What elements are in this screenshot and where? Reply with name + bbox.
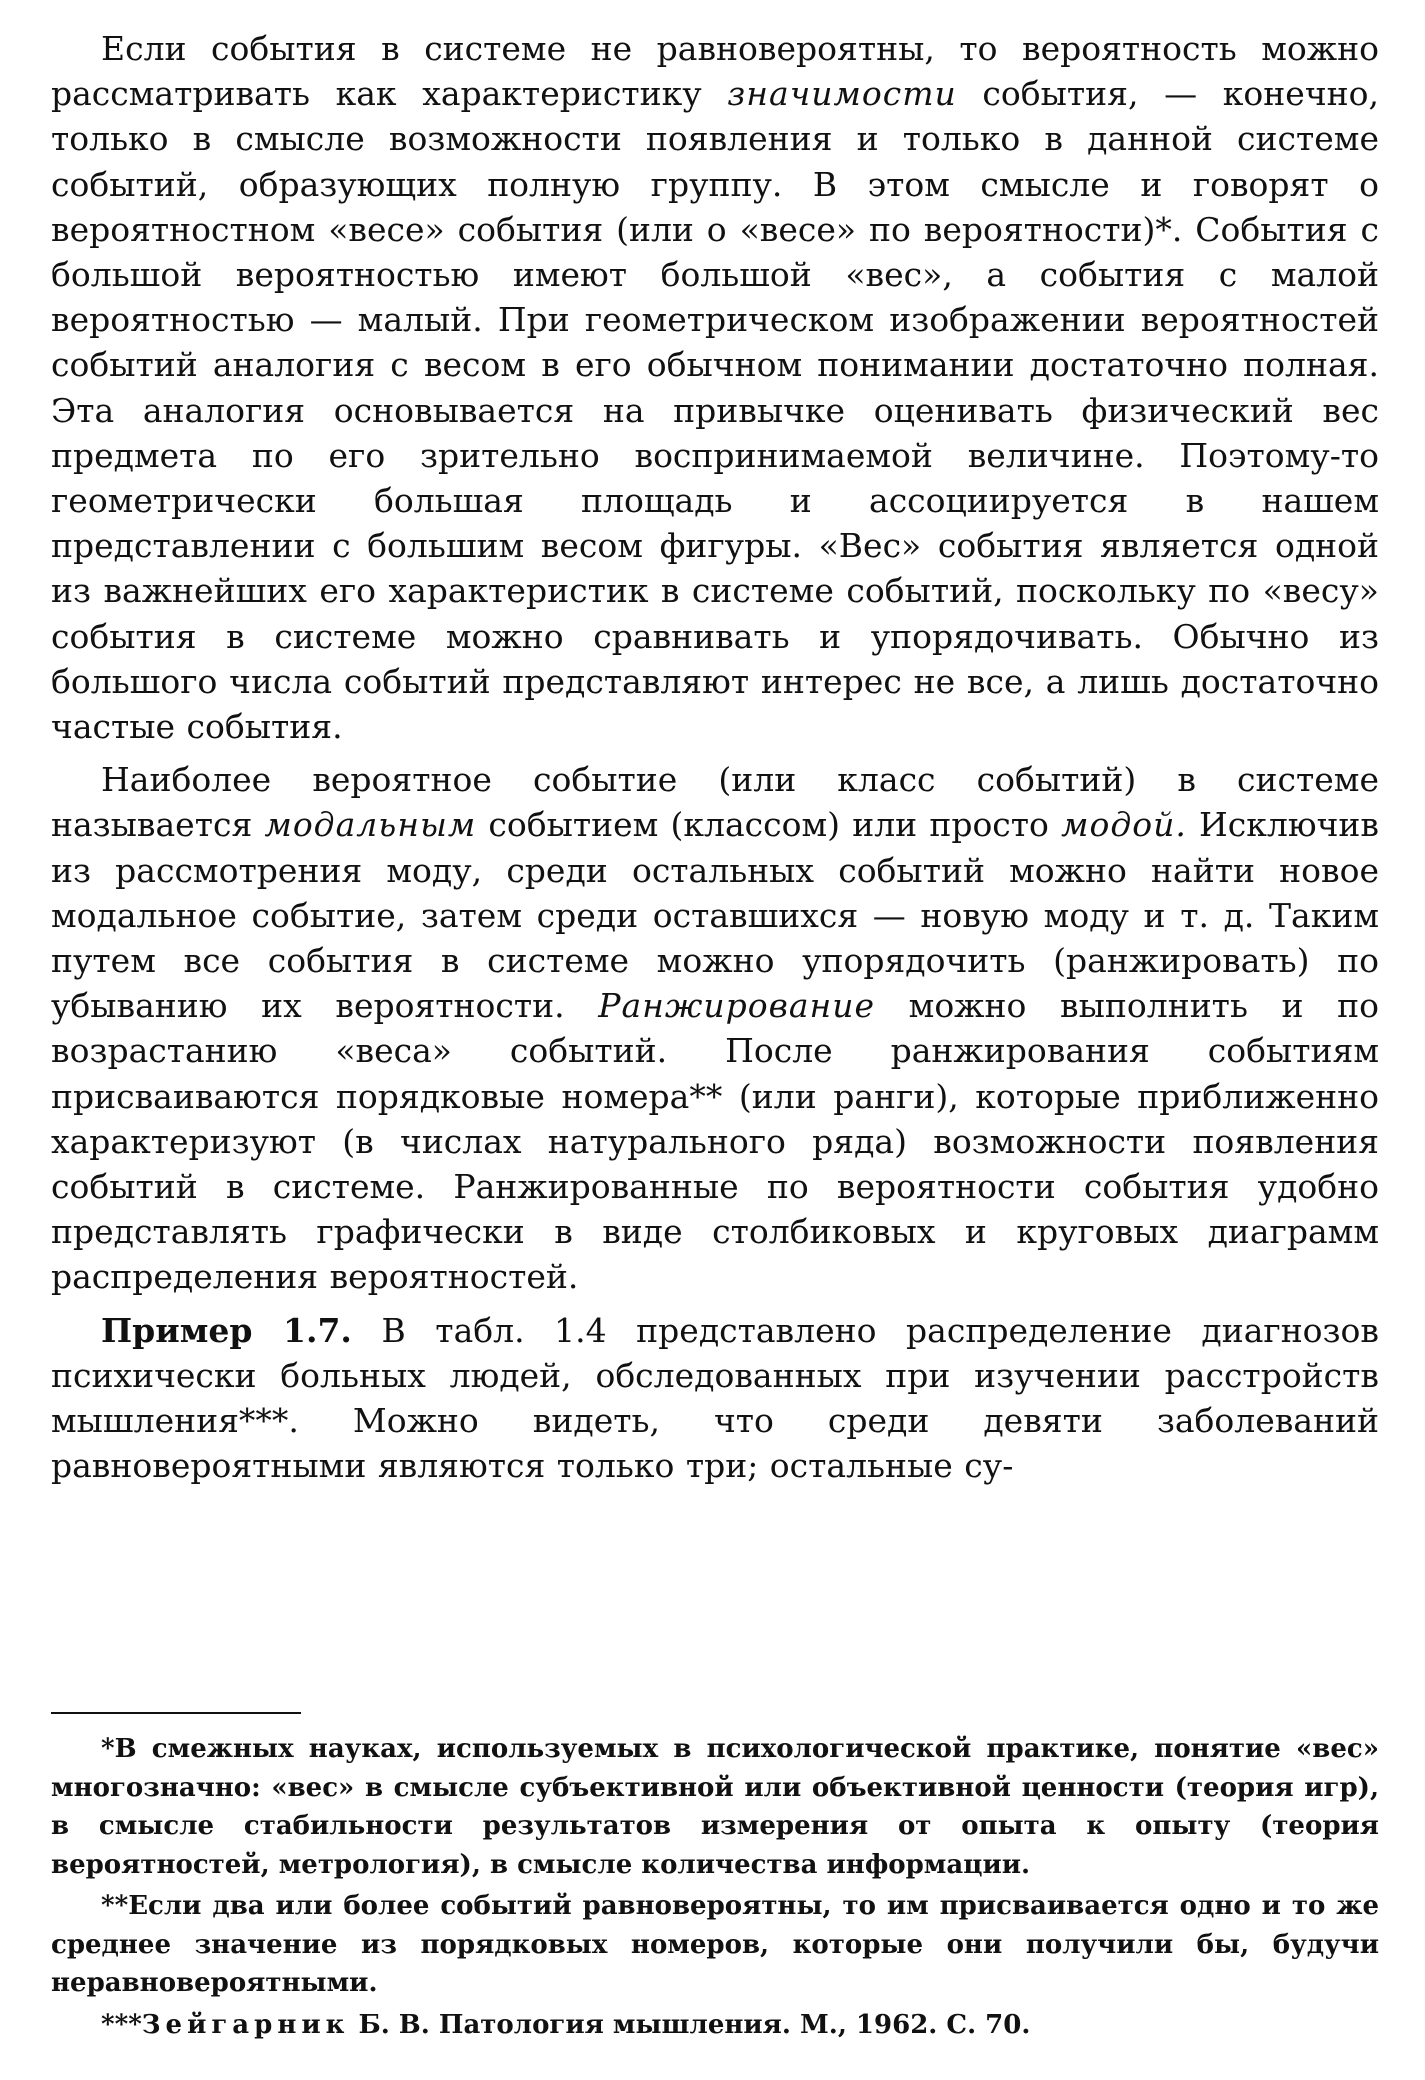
paragraph-mode-ranking: Наиболее вероятное событие (или класс событий) в системе называется модальным событием (классом) или просто модой. Исключив из рассмотрения моду, среди остальных событий можно найти новое модальное событие, затем среди оставшихся — новую моду и т. д. Таким путем все события в системе можно упорядочить (ранжировать) по убыванию их вероятности. Ранжирование можно выполнить и по возрастанию «веса» событий. После ранжирования событиям присваиваются порядковые номера** (или ранги), которые приближенно характеризуют (в числах натурального ряда) возможности появления событий в системе. Ранжированные по вероятности события удобно представлять графически в виде столбиковых и круговых диаграмм распределения вероятностей. [51, 760, 1380, 1297]
footnote-author: Зейгарник [141, 2009, 350, 2040]
term-significance: значимости [727, 74, 957, 114]
footnote-1: *В смежных науках, используемых в психологической практике, понятие «вес» многозначно: «вес» в смысле субъективной или объективной ценности (теория игр), в смысле стабильности результатов измерения от опыта к опыту (теория вероятностей, метрология), в смысле количества информации. [51, 1734, 1379, 1880]
paragraph-example: Пример 1.7. В табл. 1.4 представлено распределение диагнозов психически больных людей, обследованных при изучении расстройств мышления***. Можно видеть, что среди девяти заболеваний равновероятными являются только три; остальные су- [51, 1310, 1379, 1486]
main-text [51, 26, 1379, 1489]
term-modal: модальным [264, 805, 477, 845]
term-ranking: Ранжирование [598, 986, 876, 1026]
footnote-2: **Если два или более событий равновероятны, то им присваивается одно и то же среднее значение из порядковых номеров, которые они получили бы, будучи неравновероятными. [51, 1891, 1379, 1998]
example-label: Пример 1.7. [101, 1310, 352, 1350]
footnote-3: ***Зейгарник Б. В. Патология мышления. М., 1962. С. 70. [101, 2009, 1031, 2040]
term-mode: модой. [1061, 805, 1187, 845]
paragraph-event-weight: Если события в системе не равновероятны, то вероятность можно рассматривать как характеристику значимости события, — конечно, только в смысле возможности появления и только в данной системе событий, образующих полную группу. В этом смысле и говорят о вероятностном «весе» события (или о «весе» по вероятности)*. События с большой вероятностью имеют большой «вес», а события с малой вероятностью — малый. При геометрическом изображении вероятностей событий аналогия с весом в его обычном понимании достаточно полная. Эта аналогия основывается на привычке оценивать физический вес предмета по его зрительно воспринимаемой величине. Поэтому-то геометрически большая площадь и ассоциируется в нашем представлении с большим весом фигуры. «Вес» события является одной из важнейших его характеристик в системе событий, поскольку по «весу» события в системе можно сравнивать и упорядочивать. Обычно из большого числа событий представляют интерес не все, а лишь достаточно частые события. [51, 29, 1379, 747]
footnote-divider [51, 1712, 301, 1714]
footnotes [51, 1712, 1379, 2044]
